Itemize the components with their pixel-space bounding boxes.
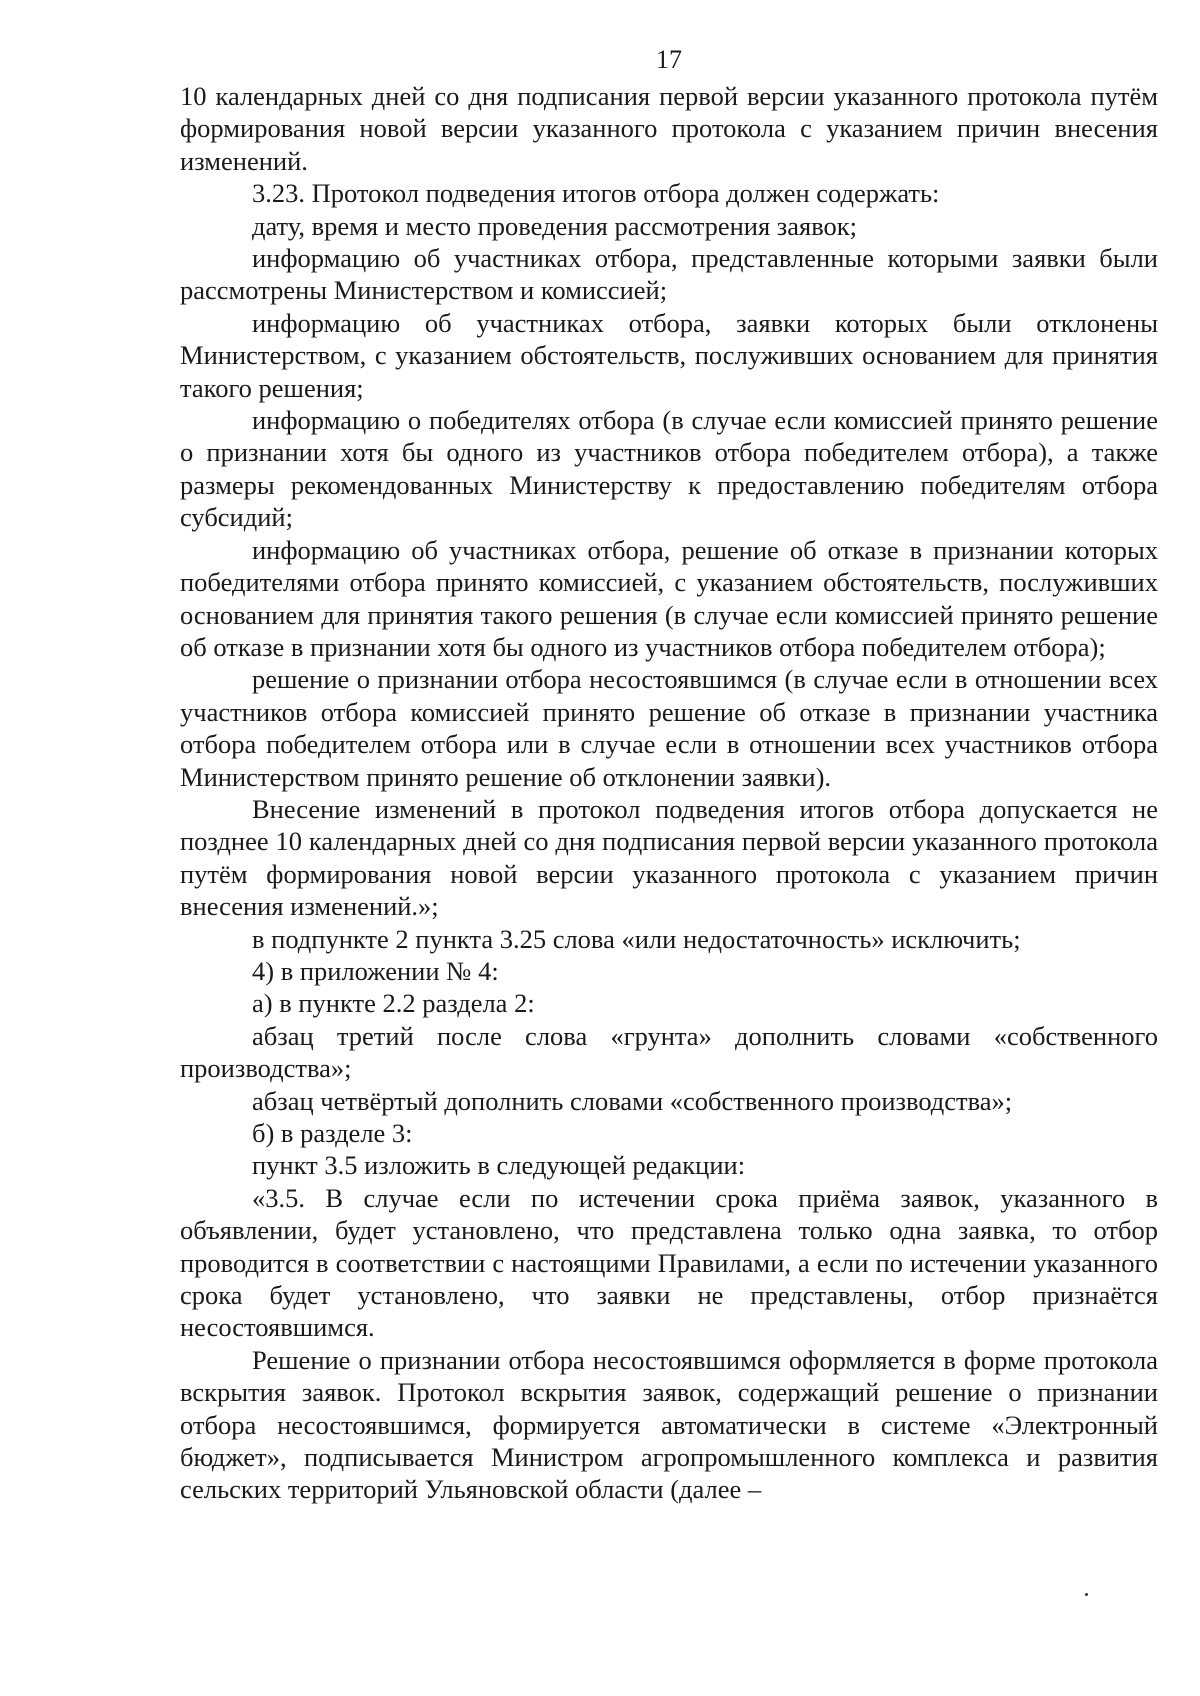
paragraph-third-subparagraph: абзац третий после слова «грунта» дополнить словами «собственного производства»; [180, 1020, 1158, 1084]
paragraph-selection-failed: решение о признании отбора несостоявшимся (в случае если в отношении всех участников отбора комиссией принято решение об отказе в признании участника отбора победителем отбора или в случае если в отношении всех участников отбора Министерством принято решение об отклонении заявки). [180, 664, 1158, 792]
paragraph-section-3: б) в разделе 3: [252, 1118, 413, 1148]
document-page [180, 40, 1158, 1506]
paragraph-amendments: Внесение изменений в протокол подведения итогов отбора допускается не позднее 10 календарных дней со дня подписания первой версии указанного протокола путём формирования новой версии указанного протокола с указанием причин внесения изменений.»; [180, 793, 1158, 922]
paragraph-decision-protocol: Решение о признании отбора несостоявшимся оформляется в форме протокола вскрытия заявок. Протокол вскрытия заявок, содержащий решение о признании отбора несостоявшимся, формируется автоматически в системе «Электронный бюджет», подписывается Министром агропромышленного комплекса и развития сельских территорий Ульяновской области (далее – [180, 1344, 1158, 1505]
paragraph-winners: информацию о победителях отбора (в случае если комиссией принято решение о признании хотя бы одного из участников отбора победителем отбора), а также размеры рекомендованных Министерству к предоставлению победителям отбора субсидий; [180, 405, 1158, 533]
paragraph-refused-recognition: информацию об участниках отбора, решение об отказе в признании которых победителями отбора принято комиссией, с указанием обстоятельств, послуживших основанием для принятия такого решения (в случае если комиссией принято решение об отказе в признании хотя бы одного из участников отбора победителем отбора); [180, 534, 1158, 662]
paragraph-appendix-4: 4) в приложении № 4: [252, 955, 499, 986]
paragraph-participants-reviewed: информацию об участниках отбора, представленные которыми заявки были рассмотрены Министерством и комиссией; [180, 243, 1158, 306]
paragraph-3-23-heading: 3.23. Протокол подведения итогов отбора должен содержать: [252, 178, 940, 209]
paragraph-date-time-place: дату, время и место проведения рассмотрения заявок; [252, 210, 858, 241]
page-number: 17 [656, 45, 682, 74]
paragraph-clause-2-2: а) в пункте 2.2 раздела 2: [252, 988, 535, 1019]
scan-speck [1085, 1593, 1088, 1596]
document-body [180, 80, 1158, 1506]
paragraph-subclause-3-25: в подпункте 2 пункта 3.25 слова «или недостаточность» исключить; [252, 923, 1021, 954]
paragraph-fourth-subparagraph: абзац четвёртый дополнить словами «собственного производства»; [252, 1085, 1013, 1116]
paragraph-participants-rejected: информацию об участниках отбора, заявки которых были отклонены Министерством, с указанием обстоятельств, послуживших основанием для принятия такого решения; [180, 307, 1158, 403]
paragraph-clause-3-5: «3.5. В случае если по истечении срока приёма заявок, указанного в объявлении, будет установлено, что представлена только одна заявка, то отбор проводится в соответствии с настоящими Правилами, а если по истечении указанного срока будет установлено, что заявки не представлены, отбор признаётся несостоявшимся. [180, 1182, 1158, 1343]
paragraph-clause-3-5-intro: пункт 3.5 изложить в следующей редакции: [252, 1150, 746, 1181]
paragraph-continuation: 10 календарных дней со дня подписания первой версии указанного протокола путём формирования новой версии указанного протокола с указанием причин внесения изменений. [180, 81, 1158, 176]
